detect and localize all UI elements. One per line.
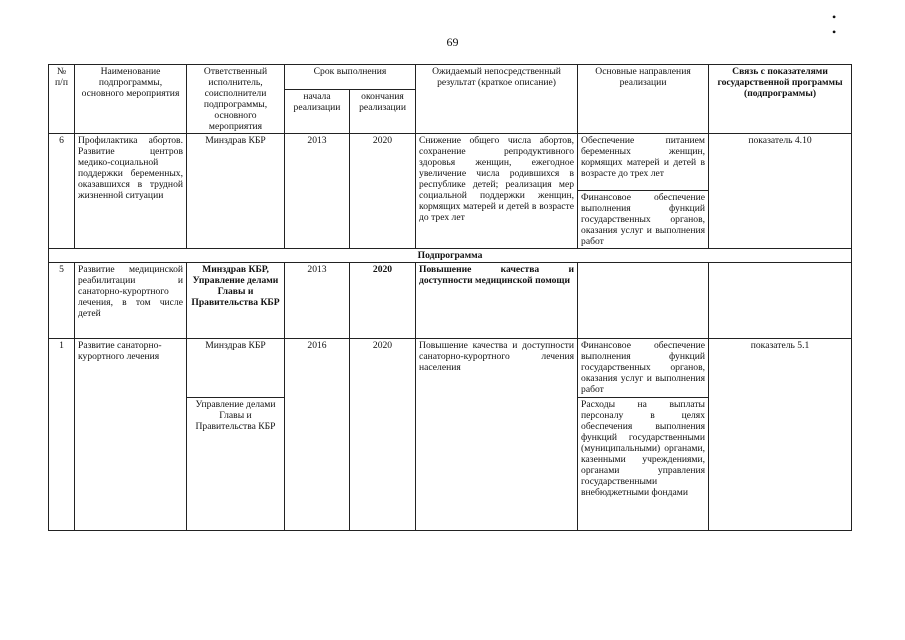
table-row — [49, 263, 852, 339]
row1-name: Развитие санаторно-курортного лечения — [75, 339, 187, 531]
table-row — [49, 134, 852, 191]
program-table — [48, 64, 852, 531]
row1-direction1: Финансовое обеспечение выполнения функций государственных органов, оказания услуг и выполнения работ — [578, 339, 709, 398]
row6-name: Профилактика абортов. Развитие центров медико-социальной поддержки беременных, оказавшихся в трудной жизненной ситуации — [75, 134, 187, 249]
row6-indicator: показатель 4.10 — [709, 134, 852, 249]
row1-result: Повышение качества и доступности санаторно-курортного лечения населения — [416, 339, 578, 531]
row6-direction2: Финансовое обеспечение выполнения функций государственных органов, оказания услуг и выполнения работ — [578, 191, 709, 249]
row1-num: 1 — [49, 339, 75, 531]
row5-end: 2020 — [350, 263, 416, 339]
page-number: 69 — [446, 35, 459, 49]
header-result: Ожидаемый непосредственный результат (краткое описание) — [416, 65, 578, 134]
row6-direction1: Обеспечение питанием беременных женщин, кормящих матерей и детей в возрасте до трех лет — [578, 134, 709, 191]
row1-start: 2016 — [285, 339, 350, 531]
row6-result: Снижение общего числа абортов, сохранение репродуктивного здоровья женщин, ежегодное увеличение числа родившихся в республике детей; реализация мер социальной поддержки женщин, кормящих матерей и детей в возрасте до трех лет — [416, 134, 578, 249]
header-end: окончания реализации — [350, 89, 416, 133]
subprogram-row — [49, 249, 852, 263]
row6-responsible: Минздрав КБР — [187, 134, 285, 249]
row1-responsible2: Управление делами Главы и Правительства КБР — [187, 398, 285, 531]
row5-directions-empty — [578, 263, 709, 339]
header-responsible: Ответственный исполнитель, соисполнители подпрограммы, основного мероприятия — [187, 65, 285, 134]
corner-marks: • • — [832, 10, 863, 39]
row5-name: Развитие медицинской реабилитации и санаторно-курортного лечения, в том числе детей — [75, 263, 187, 339]
table-row — [49, 339, 852, 398]
header-name: Наименование подпрограммы, основного мероприятия — [75, 65, 187, 134]
header-directions: Основные направления реализации — [578, 65, 709, 134]
row1-indicator: показатель 5.1 — [709, 339, 852, 531]
header-indicators: Связь с показателями государственной программы (подпрограммы) — [709, 65, 852, 134]
subprogram-label: Подпрограмма — [49, 249, 852, 263]
header-num: № п/п — [49, 65, 75, 134]
row1-responsible1: Минздрав КБР — [187, 339, 285, 398]
row5-start: 2013 — [285, 263, 350, 339]
header-row — [49, 65, 852, 90]
header-period: Срок выполнения — [285, 65, 416, 90]
header-start: начала реализации — [285, 89, 350, 133]
row1-end: 2020 — [350, 339, 416, 531]
row5-indicator-empty — [709, 263, 852, 339]
row1-direction2: Расходы на выплаты персоналу в целях обеспечения выполнения функций государственными (муниципальными) органами, казенными учреждениями, органами управления государственными внебюджетными фондами — [578, 398, 709, 531]
row5-responsible: Минздрав КБР, Управление делами Главы и Правительства КБР — [187, 263, 285, 339]
row5-num: 5 — [49, 263, 75, 339]
row6-start: 2013 — [285, 134, 350, 249]
row5-result: Повышение качества и доступности медицинской помощи — [416, 263, 578, 339]
row6-end: 2020 — [350, 134, 416, 249]
row6-num: 6 — [49, 134, 75, 249]
